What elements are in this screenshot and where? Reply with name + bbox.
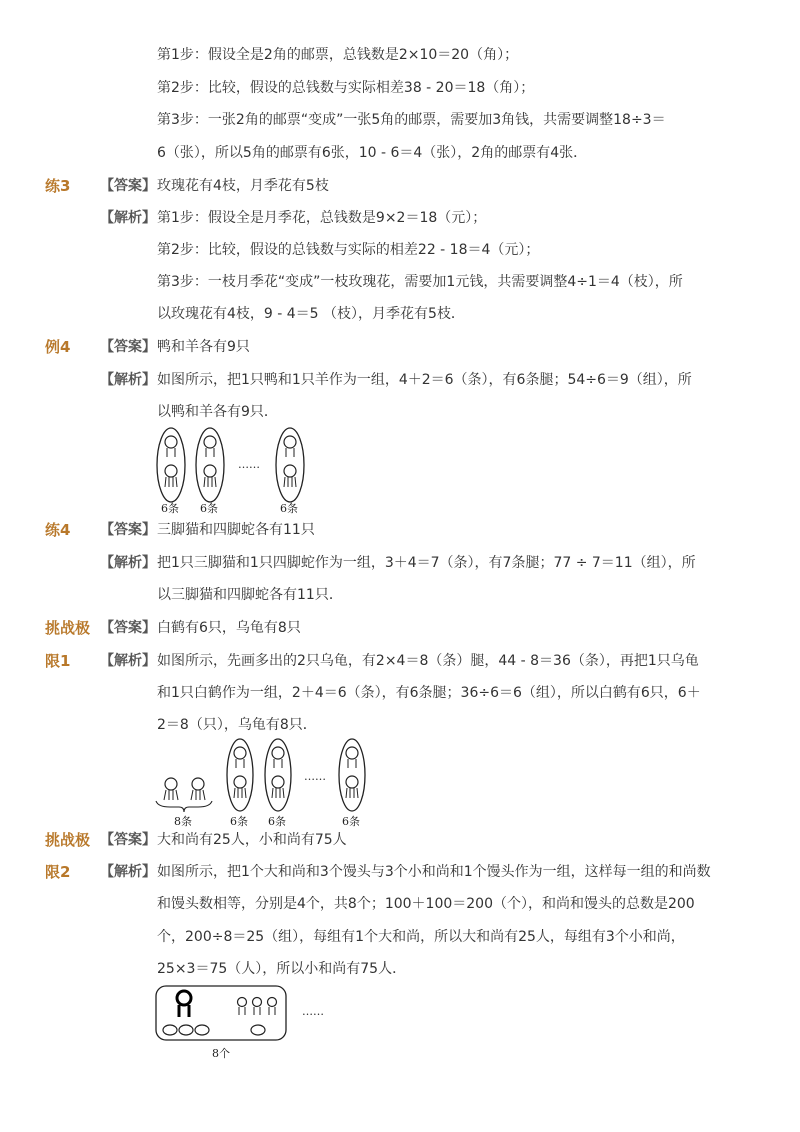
brace-label: 8条 xyxy=(174,815,192,828)
prev-line-2: 第2步：比较，假设的总钱数与实际相差38 - 20＝18（角）； xyxy=(157,80,535,96)
lian4-line-1: 把1只三脚猫和1只四脚蛇作为一组，3＋4＝7（条），有7条腿；77 ÷ 7＝11（组），所 xyxy=(157,555,696,571)
lian3-line-3: 第3步：一枝月季花“变成”一枝玫瑰花，需要加1元钱，共需要调整4÷1＝4（枝），所 xyxy=(157,274,683,290)
xian1-answer: 白鹤有6只，乌龟有8只 xyxy=(157,620,301,636)
ellipsis: …… xyxy=(238,458,260,471)
xian1-line-2: 和1只白鹤作为一组，2＋4＝6（条），有6条腿；36÷6＝6（组），所以白鹤有6只，6＋ xyxy=(157,685,701,701)
group-label: 8个 xyxy=(212,1047,230,1060)
xian1-line-1: 如图所示，先画多出的2只乌龟，有2×4＝8（条）腿，44 - 8＝36（条），再把1只乌龟 xyxy=(157,653,699,669)
prev-line-3: 第3步：一张2角的邮票“变成”一张5角的邮票，需要加3角钱，共需要调整18÷3＝ xyxy=(157,112,666,128)
ellipsis: …… xyxy=(302,1005,324,1018)
group-label: 6条 xyxy=(161,502,179,515)
brace xyxy=(156,801,212,812)
buns xyxy=(163,1025,265,1035)
lian4-tag: 练4 xyxy=(45,521,71,539)
xian2-line-4: 25×3＝75（人），所以小和尚有75人． xyxy=(157,961,407,977)
prev-line-4: 6（张），所以5角的邮票有6张，10 - 6＝4（张），2角的邮票有4张． xyxy=(157,145,588,161)
lian4-line-2: 以三脚猫和四脚蛇各有11只． xyxy=(157,587,343,603)
group-ellipse-n xyxy=(276,428,304,515)
group-label: 6条 xyxy=(200,502,218,515)
lian3-tag: 练3 xyxy=(45,177,71,195)
monk-bun-figure xyxy=(150,982,340,1062)
group-ellipse-2 xyxy=(196,428,224,515)
lian3-analysis-label: 【解析】 xyxy=(100,210,156,226)
group-ellipse-1 xyxy=(227,739,253,828)
lian3-answer-label: 【答案】 xyxy=(100,178,156,194)
small-monks xyxy=(238,998,277,1016)
lian3-line-2: 第2步：比较，假设的总钱数与实际的相差22 - 18＝4（元）； xyxy=(157,242,540,258)
lian4-answer-label: 【答案】 xyxy=(100,522,156,538)
extra-turtle-2 xyxy=(191,778,205,800)
xian2-tag-1: 挑战极 xyxy=(45,831,91,849)
li4-line-2: 以鸭和羊各有9只． xyxy=(157,404,278,420)
li4-line-1: 如图所示，把1只鸭和1只羊作为一组，4＋2＝6（条），有6条腿；54÷6＝9（组），所 xyxy=(157,372,692,388)
group-label: 6条 xyxy=(280,502,298,515)
extra-turtle-1 xyxy=(164,778,178,800)
group-ellipse-n xyxy=(339,739,365,828)
group-label: 6条 xyxy=(342,815,360,828)
prev-line-1: 第1步：假设全是2角的邮票，总钱数是2×10＝20（角）； xyxy=(157,47,519,63)
xian1-answer-label: 【答案】 xyxy=(100,620,156,636)
lian3-answer: 玫瑰花有4枝，月季花有5枝 xyxy=(157,178,329,194)
li4-answer: 鸭和羊各有9只 xyxy=(157,339,250,355)
xian1-tag-1: 挑战极 xyxy=(45,619,91,637)
lian3-line-1: 第1步：假设全是月季花，总钱数是9×2＝18（元）； xyxy=(157,210,487,226)
xian2-answer: 大和尚有25人，小和尚有75人 xyxy=(157,832,347,848)
group-label: 6条 xyxy=(268,815,286,828)
xian1-line-3: 2＝8（只），乌龟有8只． xyxy=(157,717,317,733)
li4-analysis-label: 【解析】 xyxy=(100,372,156,388)
big-monk xyxy=(177,991,191,1017)
duck-sheep-figure xyxy=(150,425,320,515)
lian3-line-4: 以玫瑰花有4枝，9 - 4＝5 （枝），月季花有5枝． xyxy=(157,306,465,322)
lian4-analysis-label: 【解析】 xyxy=(100,555,156,571)
xian2-tag-2: 限2 xyxy=(45,863,71,881)
li4-answer-label: 【答案】 xyxy=(100,339,156,355)
xian1-tag-2: 限1 xyxy=(45,652,71,670)
li4-tag: 例4 xyxy=(45,338,71,356)
crane-turtle-figure xyxy=(150,737,380,829)
xian2-answer-label: 【答案】 xyxy=(100,832,156,848)
group-ellipse-2 xyxy=(265,739,291,828)
ellipsis: …… xyxy=(304,770,326,783)
xian2-line-3: 个，200÷8＝25（组），每组有1个大和尚，所以大和尚有25人，每组有3个小和尚， xyxy=(157,929,685,945)
xian2-line-1: 如图所示，把1个大和尚和3个馒头与3个小和尚和1个馒头作为一组，这样每一组的和尚数 xyxy=(157,864,711,880)
xian2-analysis-label: 【解析】 xyxy=(100,864,156,880)
group-label: 6条 xyxy=(230,815,248,828)
group-ellipse-1 xyxy=(157,428,185,515)
xian2-line-2: 和馒头数相等，分别是4个，共8个；100＋100＝200（个），和尚和馒头的总数是200 xyxy=(157,896,695,912)
group-box xyxy=(156,986,286,1040)
lian4-answer: 三脚猫和四脚蛇各有11只 xyxy=(157,522,315,538)
xian1-analysis-label: 【解析】 xyxy=(100,653,156,669)
